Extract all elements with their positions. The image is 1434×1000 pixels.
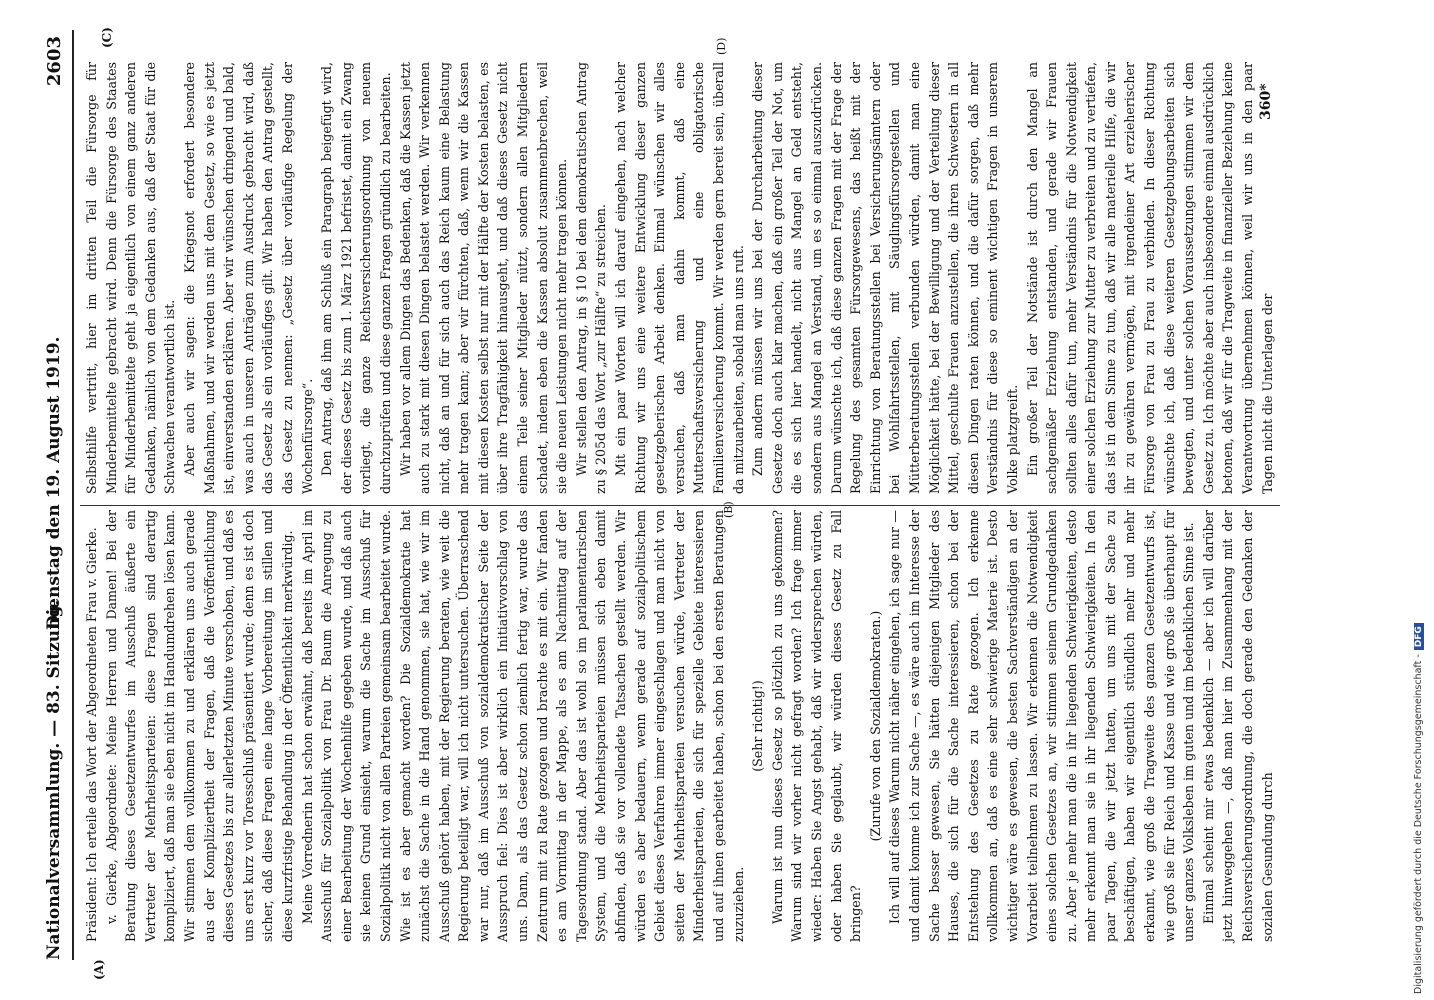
- header-rule: [72, 30, 74, 960]
- header-left: Nationalversammlung. — 83. Sitzung.: [44, 599, 64, 960]
- left-column: [82, 510, 1275, 942]
- margin-marker-a: (A): [92, 959, 106, 980]
- paragraph: Wir stellen den Antrag, in § 10 bei dem demokratischen Antrag zu § 205d das Wort „zur Hälfte“ zu streichen.: [573, 62, 609, 494]
- paragraph: Mit ein paar Worten will ich darauf eingehen, nach welcher Richtung wir uns eine weitere Entwicklung dieser ganzen gesetzgeberischen Arbeit denken. Einmal wünschen wir alles versuchen, daß man dahin kommt, daß eine Mutterschaftsversicherung und eine obligatorische Familienversicherung kommt. Wir werden gern bereit sein, überall da mitzuarbeiten, sobald man uns ruft.: [613, 62, 746, 494]
- sheet-mark: 360*: [1258, 83, 1274, 120]
- interjection: (Sehr richtig!): [750, 680, 766, 772]
- page-number: 2603: [44, 36, 65, 87]
- paragraph: Präsident: Ich erteile das Wort der Abgeordneten Frau v. Gierke.: [84, 527, 99, 942]
- interjection: (Zurufe von den Sozialdemokraten.): [867, 610, 883, 842]
- credit-text: Digitalisierung gefördert durch die Deutsche Forschungsgemeinschaft -: [1413, 654, 1424, 994]
- paragraph: Zum andern müssen wir uns bei der Durcharbeitung dieser Gesetze doch auch klar machen, daß ein großer Teil der Not, um die es sich hier handelt, nicht aus Mangel an Geld entsteht, sondern aus Mangel an Verstand, um es so einmal auszudrücken. Darum wünschte ich, daß diese ganzen Fragen mit der Frage der Regelung des gesamten Fürsorgewesens, das heißt mit der Einrichtung von Beratungsstellen bei Versicherungsämtern oder bei Wohlfahrtsstellen, mit Säuglingsfürsorgestellen und Mütterberatungsstellen verbunden würden, damit man eine Möglichkeit hätte, bei der Bewilligung und der Verteilung dieser Mittel, geschulte Frauen anzustellen, die ihren Schwestern in all diesen Dingen raten können, und die dafür sorgen, daß mehr Verständnis für diese so eminent wichtigen Fragen in unserem Volke platzgreift.: [750, 62, 1020, 494]
- paragraph: v. Gierke, Abgeordnete: Meine Herren und Damen! Bei der Beratung dieses Gesetzentwurfes im Ausschuß äußerte ein Vertreter der Mehrheitsparteien: diese Fragen sind derartig kompliziert, daß man sie eben nicht im Handumdrehen lösen kann. Wir stimmen dem vollkommen zu und erklären uns auch gerade aus der Kompliziertheit der Fragen, daß die Veröffentlichung dieses Gesetzes bis zur allerletzten Minute verschoben, und daß es uns erst kurz vor Toresschluß präsentiert wurde; denn es ist doch sicher, daß diese Fragen eine lange Vorbereitung im stillen und diese kurzfristige Behandlung in der Öffentlichkeit merkwürdig.: [103, 510, 295, 942]
- page-header: [44, 20, 68, 960]
- margin-marker-b: (B): [722, 501, 735, 518]
- paragraph: Einmal scheint mir etwas bedenklich — aber ich will darüber jetzt hinweggehen —, daß man hier im Zusammenhang mit der Reichsversicherungsordnung, die doch gerade den Gedanken der sozialen Gesundung durch: [1200, 510, 1275, 942]
- margin-marker-d: (D): [715, 37, 728, 55]
- digitization-credit: [1413, 0, 1431, 1000]
- paragraph: Warum ist nun dieses Gesetz so plötzlich zu uns gekommen? Warum sind wir vorher nicht gefragt worden? Ich frage immer wieder: Haben Sie Angst gehabt, daß wir widersprechen würden, oder haben Sie geglaubt, wir würden dieses Gesetz zu Fall bringen?: [769, 510, 864, 942]
- paragraph: Den Antrag, daß ihm am Schluß ein Paragraph beigefügt wird, der dieses Gesetz bis zum 1. März 1921 befristet, damit ein Zwang vorliegt, die ganze Reichsversicherungsordnung von neuem durchzuprüfen und diese ganzen Fragen gründlich zu bearbeiten.: [319, 62, 393, 494]
- right-column: [82, 62, 1275, 494]
- column-divider: [80, 505, 1280, 506]
- paragraph: Selbsthilfe vertritt, hier im dritten Teil die Fürsorge für Minderbemittelte gebracht wird. Denn die Fürsorge des Staates für Minderbemittelte geht ja eigentlich von einem ganz anderen Gedanken, nämlich von dem Gedanken aus, daß der Staat für die Schwachen verantwortlich ist.: [84, 62, 178, 494]
- margin-marker-c: (C): [100, 27, 114, 48]
- paragraph: Meine Vorrednerin hat schon erwähnt, daß bereits im April im Ausschuß für Sozialpolitik von Frau Dr. Baum die Anregung zu einer Bearbeitung der Wochenhilfe gegeben wurde, und daß auch sie keinen Grund einsieht, warum die Sache im Ausschuß für Sozialpolitik nicht von allen Parteien gemeinsam bearbeitet wurde. Wie ist es aber gemacht worden? Die Sozialdemokratie hat zunächst die Sache in die Hand genommen, sie hat, wie wir im Ausschuß gehört haben, mit der Regierung beraten, wie weit die Regierung beteiligt war, will ich nicht untersuchen. Überraschend war nur, daß im Ausschuß von sozialdemokratischer Seite der Ausspruch fiel: Dies ist aber wirklich ein Initiativvorschlag von uns. Dann, als das Gesetz schon ziemlich fertig war, wurde das Zentrum mit zu Rate gezogen und brachte es mit ein. Wir fanden es am Vormittag in der Mappe, als es am Nachmittag auf der Tagesordnung stand. Aber das ist wohl so im parlamentarischen System, und die Mehrheitsparteien müssen sich eben damit abfinden, daß sie vor vollendete Tatsachen gestellt werden. Wir würden es aber bedauern, wenn gerade auf sozialpolitischem Gebiet dieses Verfahren immer eingeschlagen und man nicht von seiten der Mehrheitsparteien versuchen würde, Vertreter der Minderheitsparteien, die sich für spezielle Gebiete interessieren und auf ihnen gearbeitet haben, schon bei den ersten Beratungen zuzuziehen.: [299, 510, 746, 942]
- paragraph: Ich will auf dieses Warum nicht näher eingehen, ich sage nur — und damit komme ich zur Sache —, es wäre auch im Interesse der Sache besser gewesen, Sie hätten diejenigen Mitglieder des Hauses, die sich für die Sache interessieren, schon bei der Entstehung des Gesetzes zu Rate gezogen. Ich erkenne vollkommen an, daß es eine sehr schwierige Materie ist. Desto wichtiger wäre es gewesen, die besten Sachverständigen an der Vorarbeit teilnehmen zu lassen. Wir erkennen die Notwendigkeit eines solchen Gesetzes an, wir stimmen seinem Grundgedanken zu. Aber je mehr man die in ihr liegenden Schwierigkeiten, desto mehr erkennt man sie in ihr liegenden Schwierigkeiten. In den paar Tagen, die wir jetzt hatten, um uns mit der Sache zu beschäftigen, haben wir eigentlich stündlich mehr und mehr erkannt, wie groß die Tragweite des ganzen Gesetzentwurfs ist, wie groß sie für Reich und Kasse und wie groß sie überhaupt für unser ganzes Volksleben im guten und im bedenklichen Sinne ist.: [887, 510, 1197, 942]
- paragraph: Aber auch wir sagen: die Kriegsnot erfordert besondere Maßnahmen, und wir werden uns mit dem Gesetz, so wie es jetzt ist, einverstanden erklären. Aber wir wünschen dringend und bald, was auch in unseren Anträgen zum Ausdruck gebracht wird, daß das Gesetz als ein vorläufiges gilt. Wir haben den Antrag gestellt, das Gesetz zu nennen: „Gesetz über vorläufige Regelung der Wochenfürsorge“.: [181, 62, 315, 494]
- header-date: Dienstag den 19. August 1919.: [44, 336, 64, 630]
- dfg-logo: DFG: [1414, 623, 1424, 650]
- paragraph: Wir haben vor allem Dingen das Bedenken, daß die Kassen jetzt auch zu stark mit diesen Dingen belastet werden. Wir verkennen nicht, daß an und für sich auch das Reich kaum eine Belastung mehr tragen kann; aber wir fürchten, daß, wenn wir die Kassen mit diesen Kosten selbst nur mit der Hälfte der Kosten belasten, es über ihre Tragfähigkeit hinausgeht, und daß dieses Gesetz nicht einem Teile seiner Mitglieder nützt, sondern allen Mitgliedern schadet, indem eben die Kassen absolut zusammenbrechen, weil sie die neuen Leistungen nicht mehr tragen können.: [397, 62, 570, 494]
- paragraph: Ein großer Teil der Notstände ist durch den Mangel an sachgemäßer Erziehung entstanden, und gerade wir Frauen sollten alles dafür tun, mehr Verständnis für die Notwendigkeit einer solchen Erziehung zur Mutter zu verbreiten und zu vertiefen, das ist in dem Sinne zu tun, daß wir alle materielle Hilfe, die wir ihr zu gewähren vermögen, mit irgendeiner Art erzieherischer Fürsorge von Frau zu Frau zu verbinden. In dieser Richtung wünschte ich, daß diese weiteren Gesetzgebungsarbeiten sich bewegten, und unter solchen Voraussetzungen stimmen wir dem Gesetz zu. Ich möchte aber auch insbesondere einmal ausdrücklich betonen, daß wir für die Tragweite in finanzieller Beziehung keine Verantwortung übernehmen können, weil wir uns in den paar Tagen nicht die Unterlagen der: [1024, 62, 1275, 494]
